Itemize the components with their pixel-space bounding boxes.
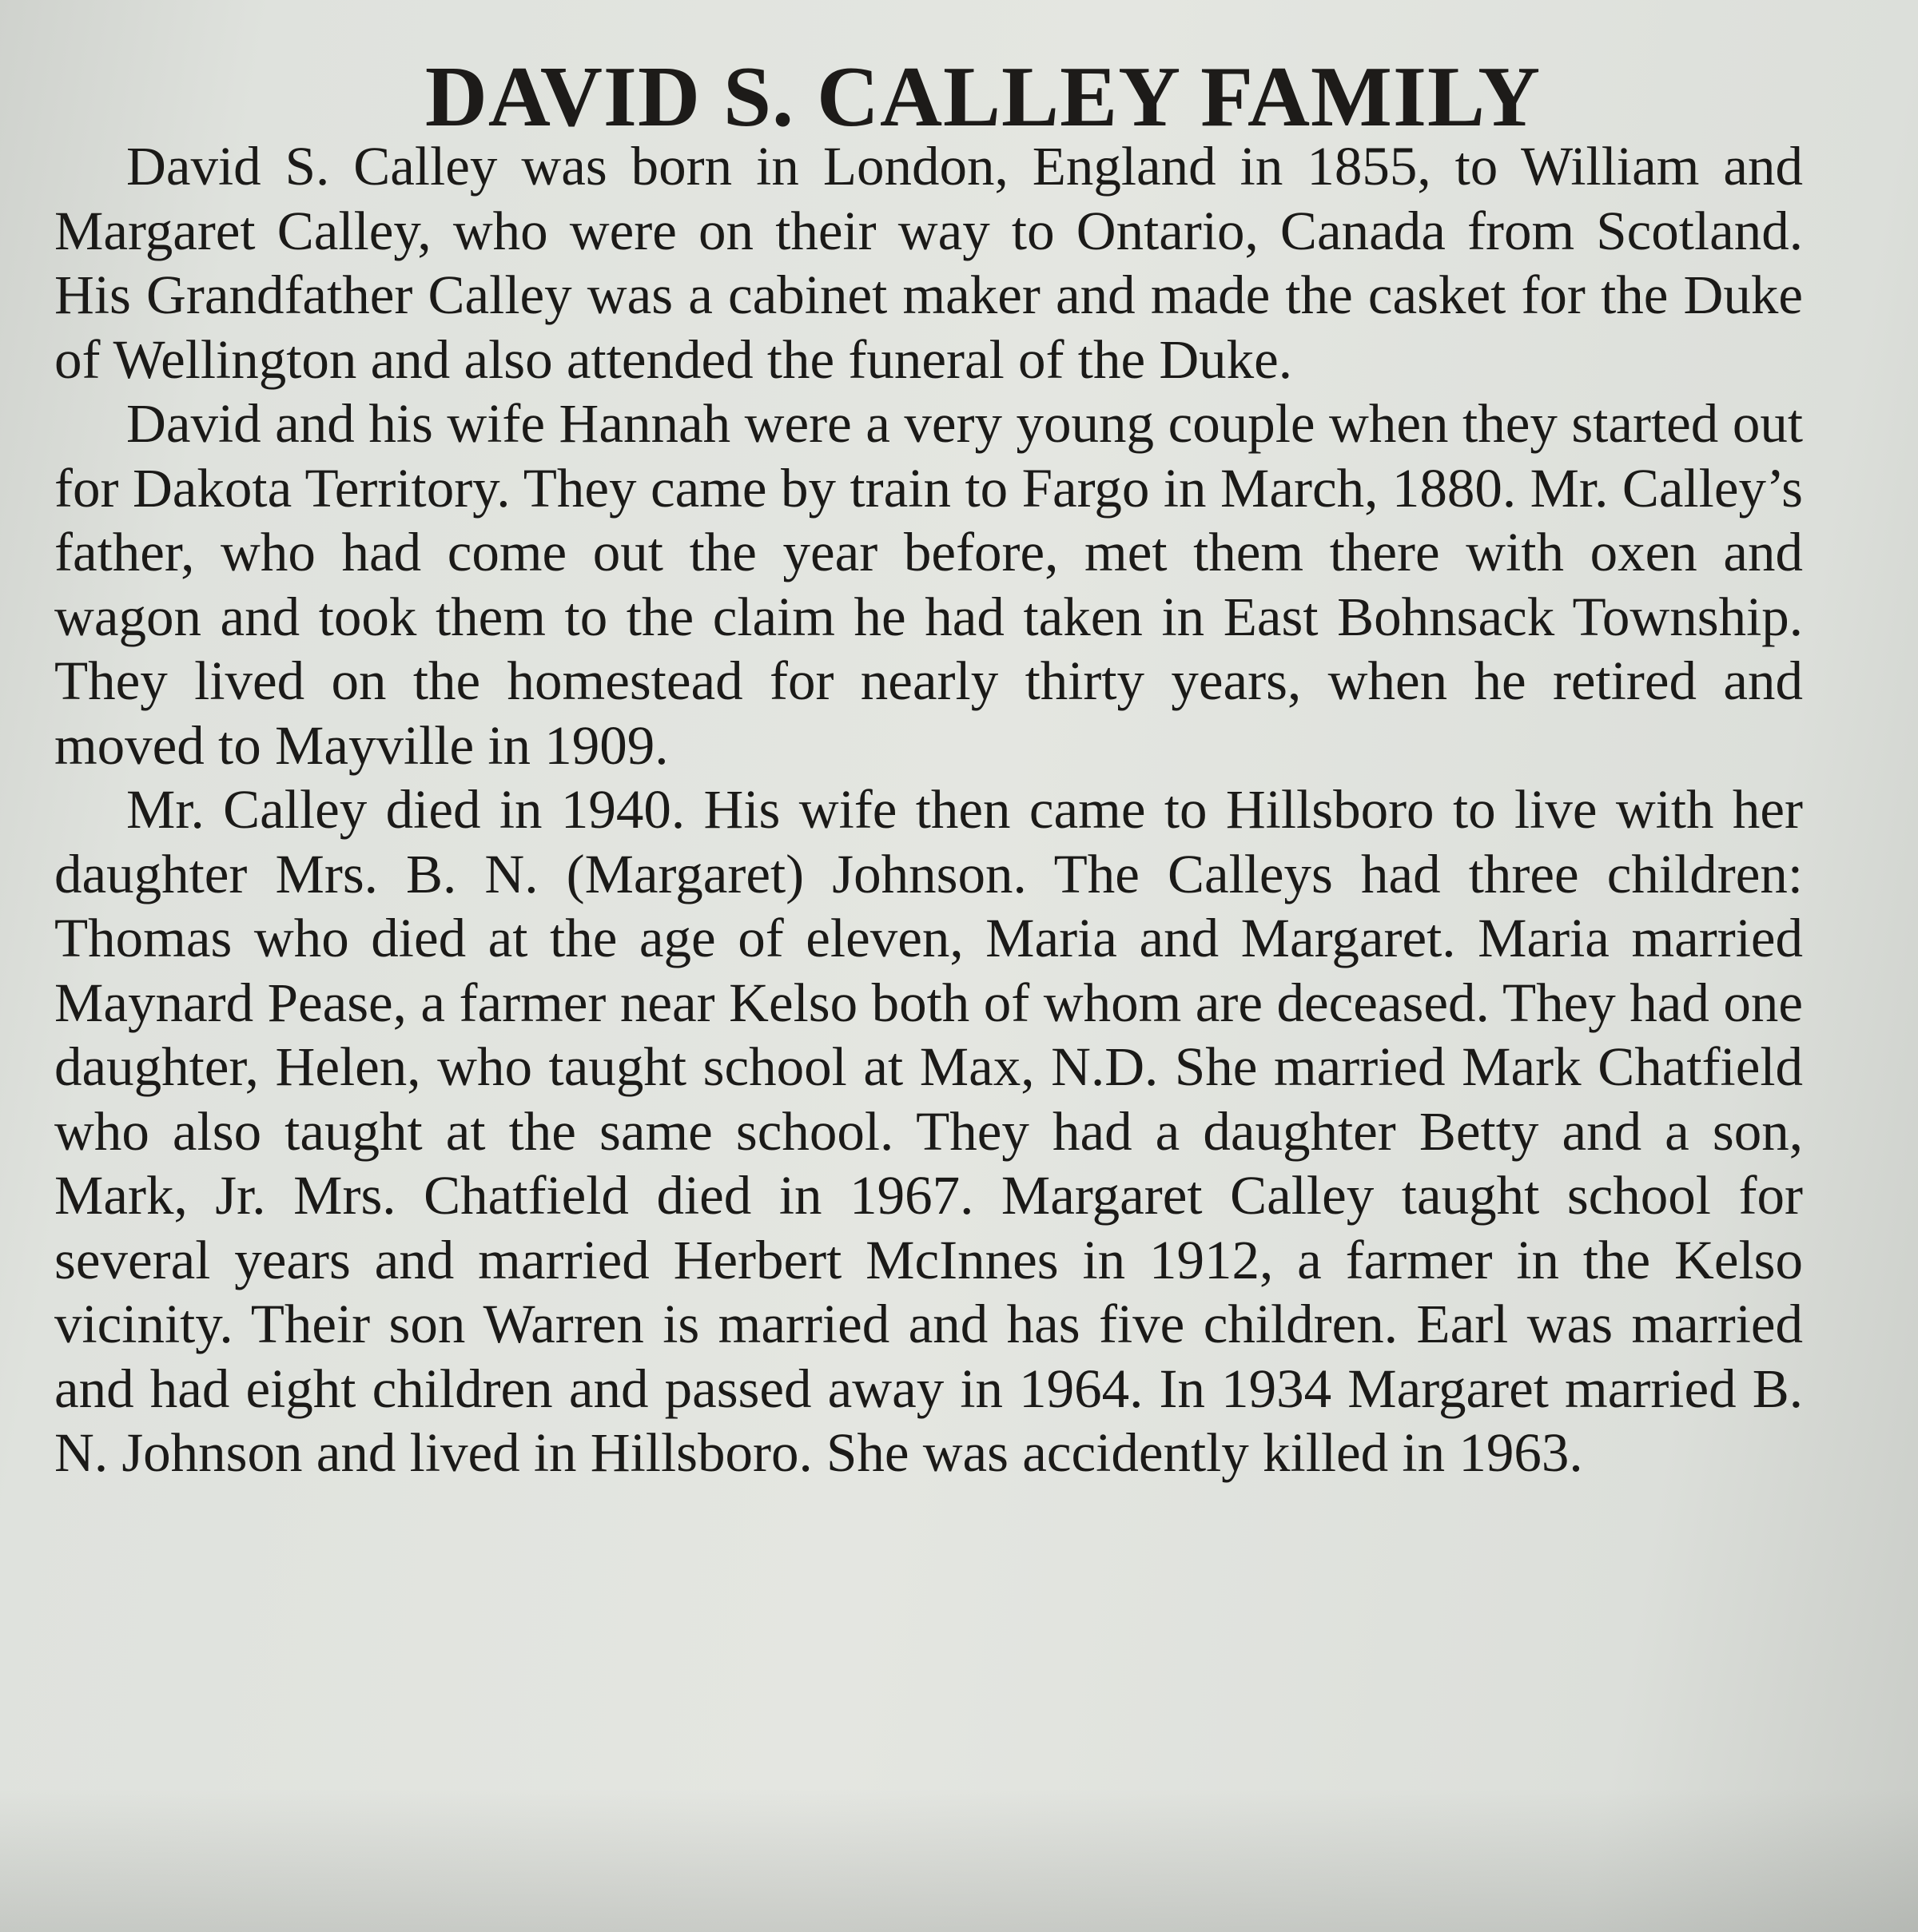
- article-body: [54, 134, 1803, 1485]
- paragraph-dakota: David and his wife Hannah were a very young couple when they started out for Dakota Territory. They came by train to Fargo in March, 1880. Mr. Calley’s father, who had come out the year before, met them there with oxen and wagon and took them to the claim he had taken in East Bohnsack Township. They lived on the homestead for nearly thirty years, when he retired and moved to Mayville in 1909.: [54, 393, 1803, 776]
- paragraph-birth: David S. Calley was born in London, England in 1855, to William and Margaret Calley, who were on their way to Ontario, Canada from Scotland. His Grandfather Calley was a cabinet maker and made the casket for the Duke of Wellington and also attended the funeral of the Duke.: [54, 136, 1803, 390]
- paragraph-family: Mr. Calley died in 1940. His wife then came to Hillsboro to live with her daughter Mrs. B. N. (Margaret) Johnson. The Calleys had three children: Thomas who died at the age of eleven, Maria and Margaret. Maria married Maynard Pease, a farmer near Kelso both of whom are deceased. They had one daughter, Helen, who taught school at Max, N.D. She married Mark Chatfield who also taught at the same school. They had a daughter Betty and a son, Mark, Jr. Mrs. Chatfield died in 1967. Margaret Calley taught school for several years and married Herbert McInnes in 1912, a farmer in the Kelso vicinity. Their son Warren is married and has five children. Earl was married and had eight children and passed away in 1964. In 1934 Margaret married B. N. Johnson and lived in Hillsboro. She was accidently killed in 1963.: [54, 779, 1803, 1483]
- article-title: DAVID S. CALLEY FAMILY: [424, 50, 1542, 145]
